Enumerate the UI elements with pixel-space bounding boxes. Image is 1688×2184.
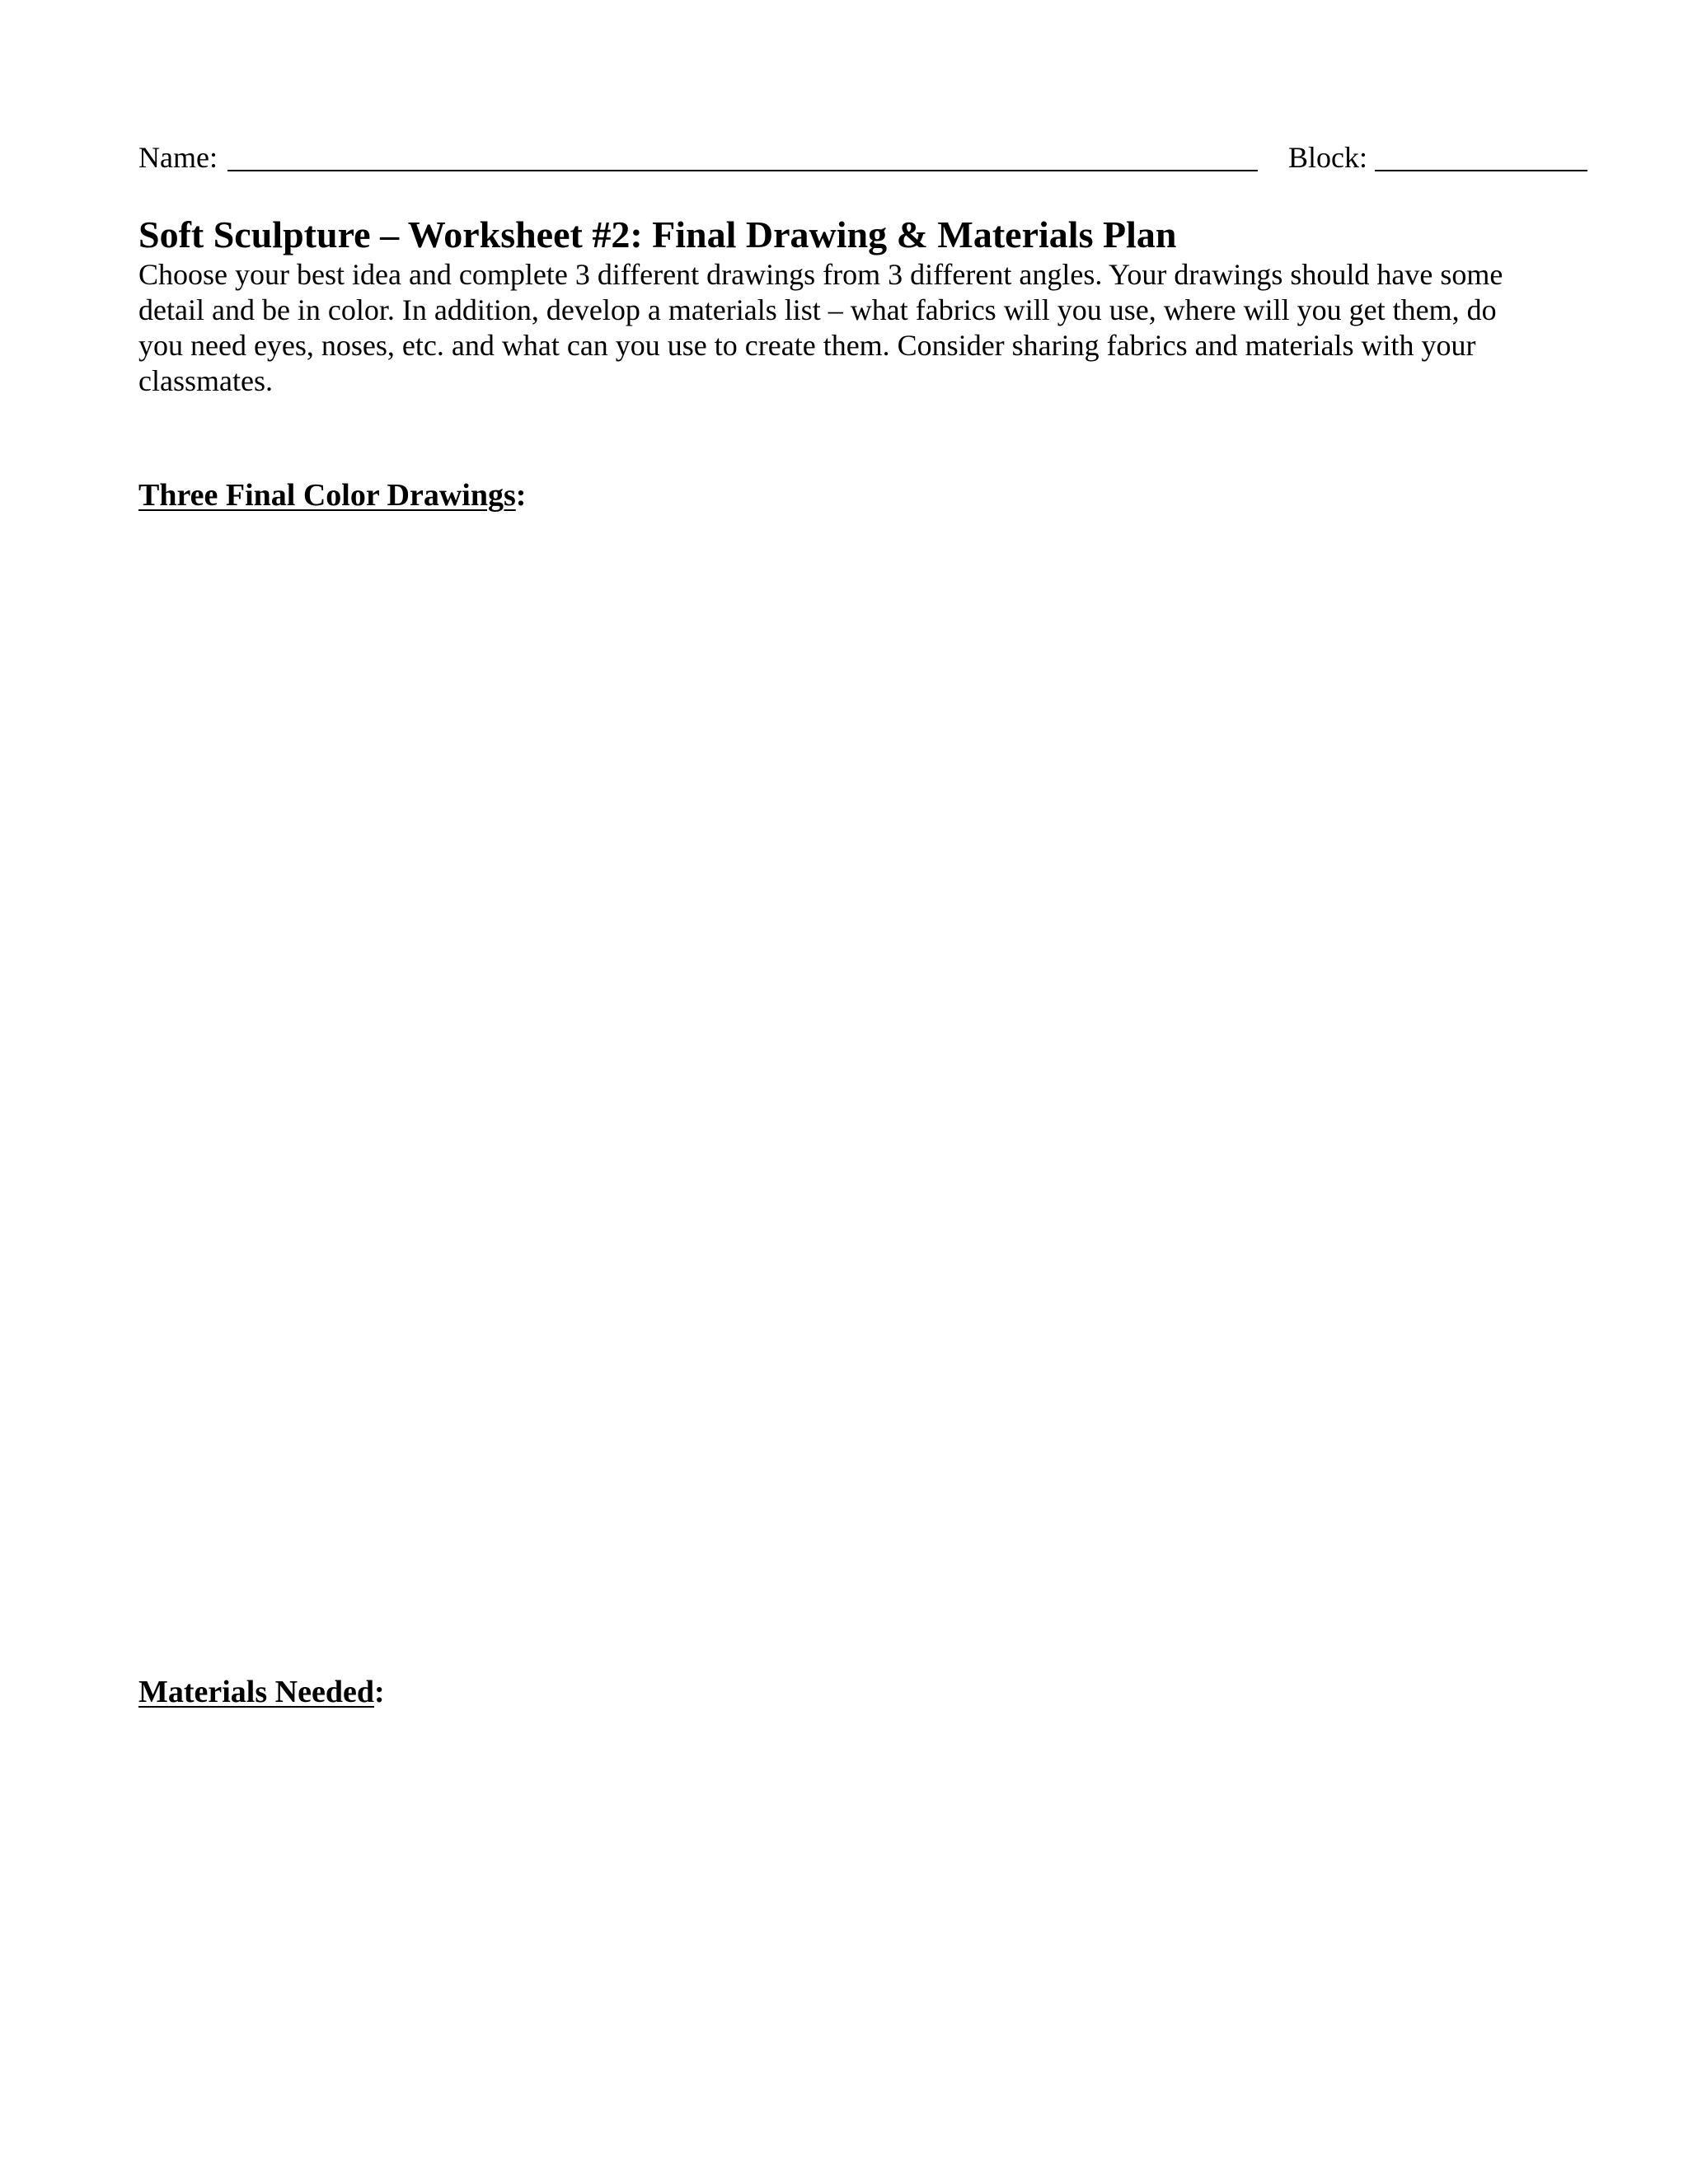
header-row bbox=[138, 138, 1556, 176]
name-label: Name: bbox=[138, 141, 218, 174]
name-field[interactable] bbox=[227, 170, 1258, 171]
materials-heading-colon: : bbox=[373, 1675, 385, 1709]
materials-area[interactable] bbox=[138, 1722, 1540, 2118]
materials-heading bbox=[138, 1673, 385, 1711]
drawings-heading-label: Three Final Color Drawings bbox=[138, 478, 516, 513]
instructions-text: Choose your best idea and complete 3 different drawings from 3 different angles. Your drawings should have some detail and be in color. In addition, develop a materials list – what fabrics will you use, where will you get them, do you need eyes, noses, etc. and what can you use to create them. Consider sharing fabrics and materials with your classmates. bbox=[138, 258, 1503, 397]
page-title: Soft Sculpture – Worksheet #2: Final Drawing & Materials Plan bbox=[138, 213, 1177, 255]
drawings-heading bbox=[138, 476, 526, 514]
drawings-heading-colon: : bbox=[515, 478, 527, 513]
block-field[interactable] bbox=[1375, 170, 1587, 171]
block-label: Block: bbox=[1288, 141, 1367, 174]
drawing-area[interactable] bbox=[138, 527, 1540, 1657]
materials-heading-label: Materials Needed bbox=[138, 1675, 374, 1709]
